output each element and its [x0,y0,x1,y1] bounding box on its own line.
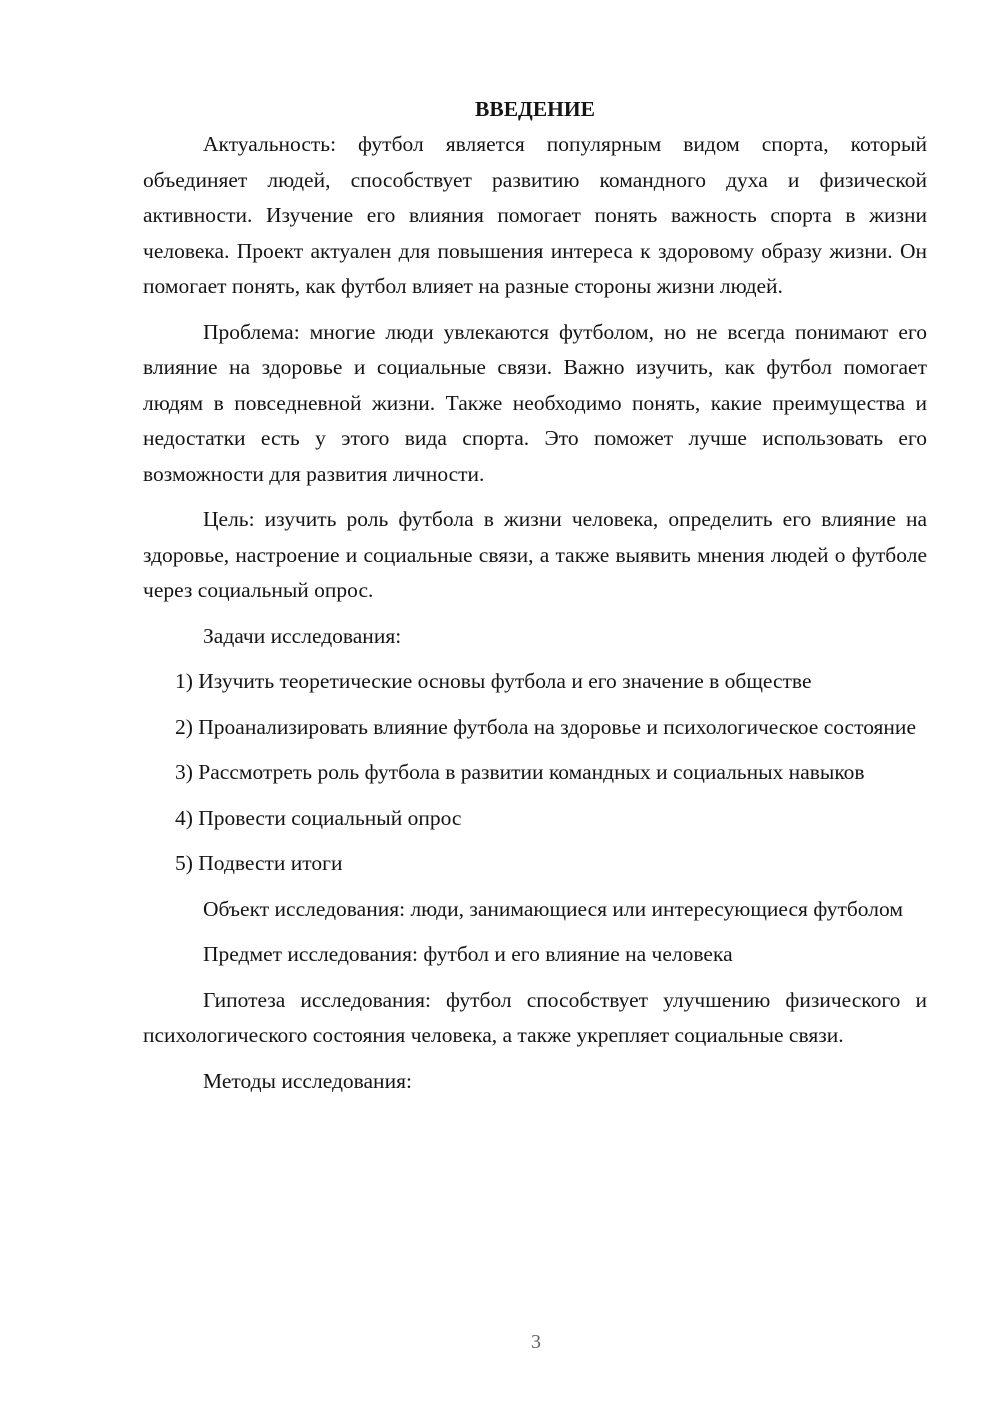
tasks-heading: Задачи исследования: [203,623,402,648]
task-item-5: 5) Подвести итоги [175,851,343,875]
section-title: ВВЕДЕНИЕ [475,97,595,121]
page-number: 3 [531,1331,541,1353]
task-item-3: 3) Рассмотреть роль футбола в развитии командных и социальных навыков [175,760,865,784]
relevance-paragraph: Актуальность: футбол является популярным видом спорта, который объединяет людей, способствует развитию командного духа и физической активности. Изучение его влияния помогает понять важность спорта в жизни человека. Проект актуален для повышения интереса к здоровому образу жизни. Он помогает понять, как футбол влияет на разные стороны жизни людей. [143,132,927,298]
hypothesis-paragraph: Гипотеза исследования: футбол способствует улучшению физического и психологического состояния человека, а также укрепляет социальные связи. [143,987,927,1047]
task-item-2: 2) Проанализировать влияние футбола на здоровье и психологическое состояние [175,714,916,739]
page-content [143,92,927,1109]
problem-paragraph: Проблема: многие люди увлекаются футболом, но не всегда понимают его влияние на здоровье и социальные связи. Важно изучить, как футбол помогает людям в повседневной жизни. Также необходимо понять, какие преимущества и недостатки есть у этого вида спорта. Это поможет лучше использовать его возможности для развития личности. [143,319,927,486]
object-paragraph: Объект исследования: люди, занимающиеся или интересующиеся футболом [203,896,903,921]
subject-paragraph: Предмет исследования: футбол и его влияние на человека [203,942,733,966]
goal-paragraph: Цель: изучить роль футбола в жизни человека, определить его влияние на здоровье, настроение и социальные связи, а также выявить мнения людей о футболе через социальный опрос. [143,507,927,602]
task-item-1: 1) Изучить теоретические основы футбола и его значение в обществе [175,669,812,693]
methods-heading: Методы исследования: [203,1068,412,1093]
task-item-4: 4) Провести социальный опрос [175,805,462,830]
